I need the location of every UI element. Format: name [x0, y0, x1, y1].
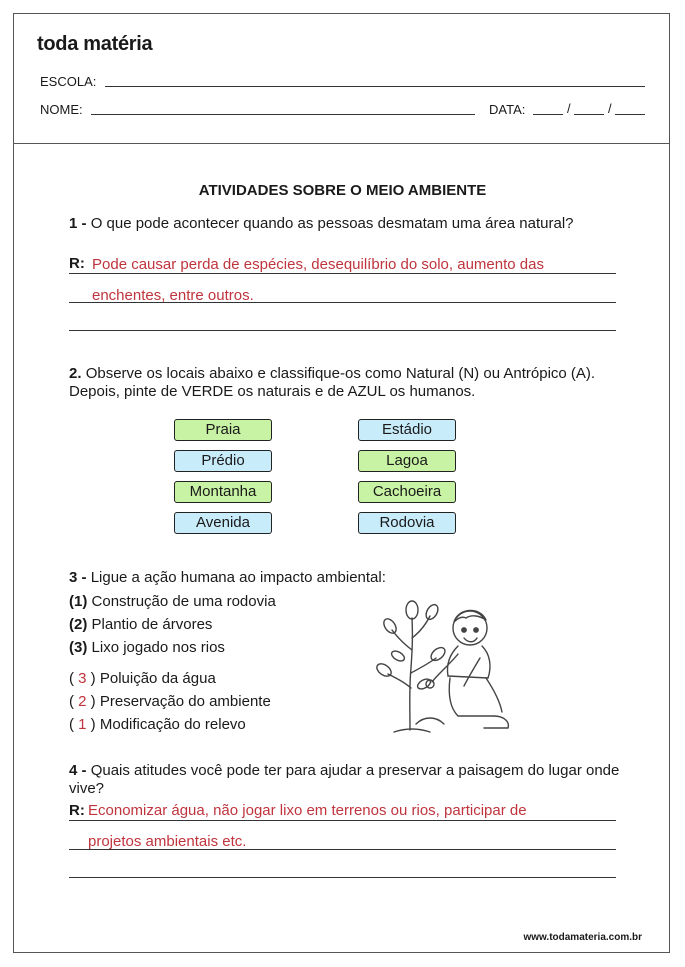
nome-label: NOME: [40, 102, 83, 117]
question-number: 4 - [69, 762, 87, 779]
answer-line[interactable] [69, 302, 616, 303]
header-divider [13, 143, 670, 144]
date-sep: / [608, 101, 612, 116]
action-text: Construção de uma rodovia [91, 593, 276, 610]
page-title: ATIVIDADES SOBRE O MEIO AMBIENTE [198, 182, 487, 199]
impact-answer[interactable]: 2 [78, 693, 87, 710]
question-text: Observe os locais abaixo e classifique-os como Natural (N) ou Antrópico (A). Depois, pinte de VERDE os naturais e de AZUL os humanos. [69, 365, 596, 400]
footer-url[interactable]: www.todamateria.com.br [523, 932, 642, 943]
place-chip-montanha[interactable]: Montanha [174, 481, 272, 503]
action-item [69, 616, 212, 633]
answer-text: enchentes, entre outros. [92, 287, 254, 304]
impact-item: ( 2 ) Preservação do ambiente [69, 693, 271, 710]
question-number: 1 - [69, 215, 87, 232]
answer-label: R: [69, 802, 85, 819]
action-text: Lixo jogado nos rios [91, 639, 225, 656]
action-text: Plantio de árvores [91, 616, 213, 633]
place-chip-estadio[interactable]: Estádio [358, 419, 456, 441]
boy-planting-tree-illustration [376, 598, 516, 738]
place-chip-cachoeira[interactable]: Cachoeira [358, 481, 456, 503]
impact-text: Poluição da água [99, 670, 216, 687]
impact-answer[interactable]: 1 [78, 716, 87, 733]
nome-field[interactable] [91, 114, 475, 115]
date-year-field[interactable] [615, 114, 645, 115]
question-number: 3 - [69, 569, 87, 586]
impact-text: Modificação do relevo [99, 716, 246, 733]
escola-field[interactable] [105, 86, 645, 87]
question-1 [69, 215, 629, 233]
action-number: (2) [69, 616, 88, 633]
answer-text: Economizar água, não jogar lixo em terrenos ou rios, participar de [88, 802, 527, 819]
impact-item: ( 1 ) Modificação do relevo [69, 716, 246, 733]
date-day-field[interactable] [533, 114, 563, 115]
answer-line[interactable] [69, 877, 616, 878]
answer-text: projetos ambientais etc. [88, 833, 247, 850]
date-month-field[interactable] [574, 114, 604, 115]
answer-text: Pode causar perda de espécies, desequilíbrio do solo, aumento das [92, 256, 544, 273]
action-number: (3) [69, 639, 88, 656]
logo: toda matéria [37, 33, 153, 55]
answer-label: R: [69, 255, 85, 272]
answer-line[interactable] [69, 820, 616, 821]
question-text: Quais atitudes você pode ter para ajudar a preservar a paisagem do lugar onde vive? [69, 762, 620, 797]
question-2 [69, 365, 629, 401]
question-number: 2. [69, 365, 82, 382]
place-chip-rodovia[interactable]: Rodovia [358, 512, 456, 534]
answer-line[interactable] [69, 849, 616, 850]
place-chip-praia[interactable]: Praia [174, 419, 272, 441]
question-4 [69, 762, 629, 798]
escola-label: ESCOLA: [40, 74, 97, 89]
place-chip-lagoa[interactable]: Lagoa [358, 450, 456, 472]
action-number: (1) [69, 593, 88, 610]
place-chip-avenida[interactable]: Avenida [174, 512, 272, 534]
date-sep: / [567, 101, 571, 116]
question-text: Ligue a ação humana ao impacto ambiental: [90, 569, 386, 586]
action-item [69, 593, 276, 610]
question-3 [69, 569, 629, 587]
impact-item: ( 3 ) Poluição da água [69, 670, 216, 687]
answer-line[interactable] [69, 330, 616, 331]
place-chip-predio[interactable]: Prédio [174, 450, 272, 472]
action-item [69, 639, 225, 656]
data-label: DATA: [489, 102, 526, 117]
answer-line[interactable] [69, 273, 616, 274]
impact-answer[interactable]: 3 [78, 670, 87, 687]
question-text: O que pode acontecer quando as pessoas desmatam uma área natural? [90, 215, 574, 232]
impact-text: Preservação do ambiente [99, 693, 271, 710]
